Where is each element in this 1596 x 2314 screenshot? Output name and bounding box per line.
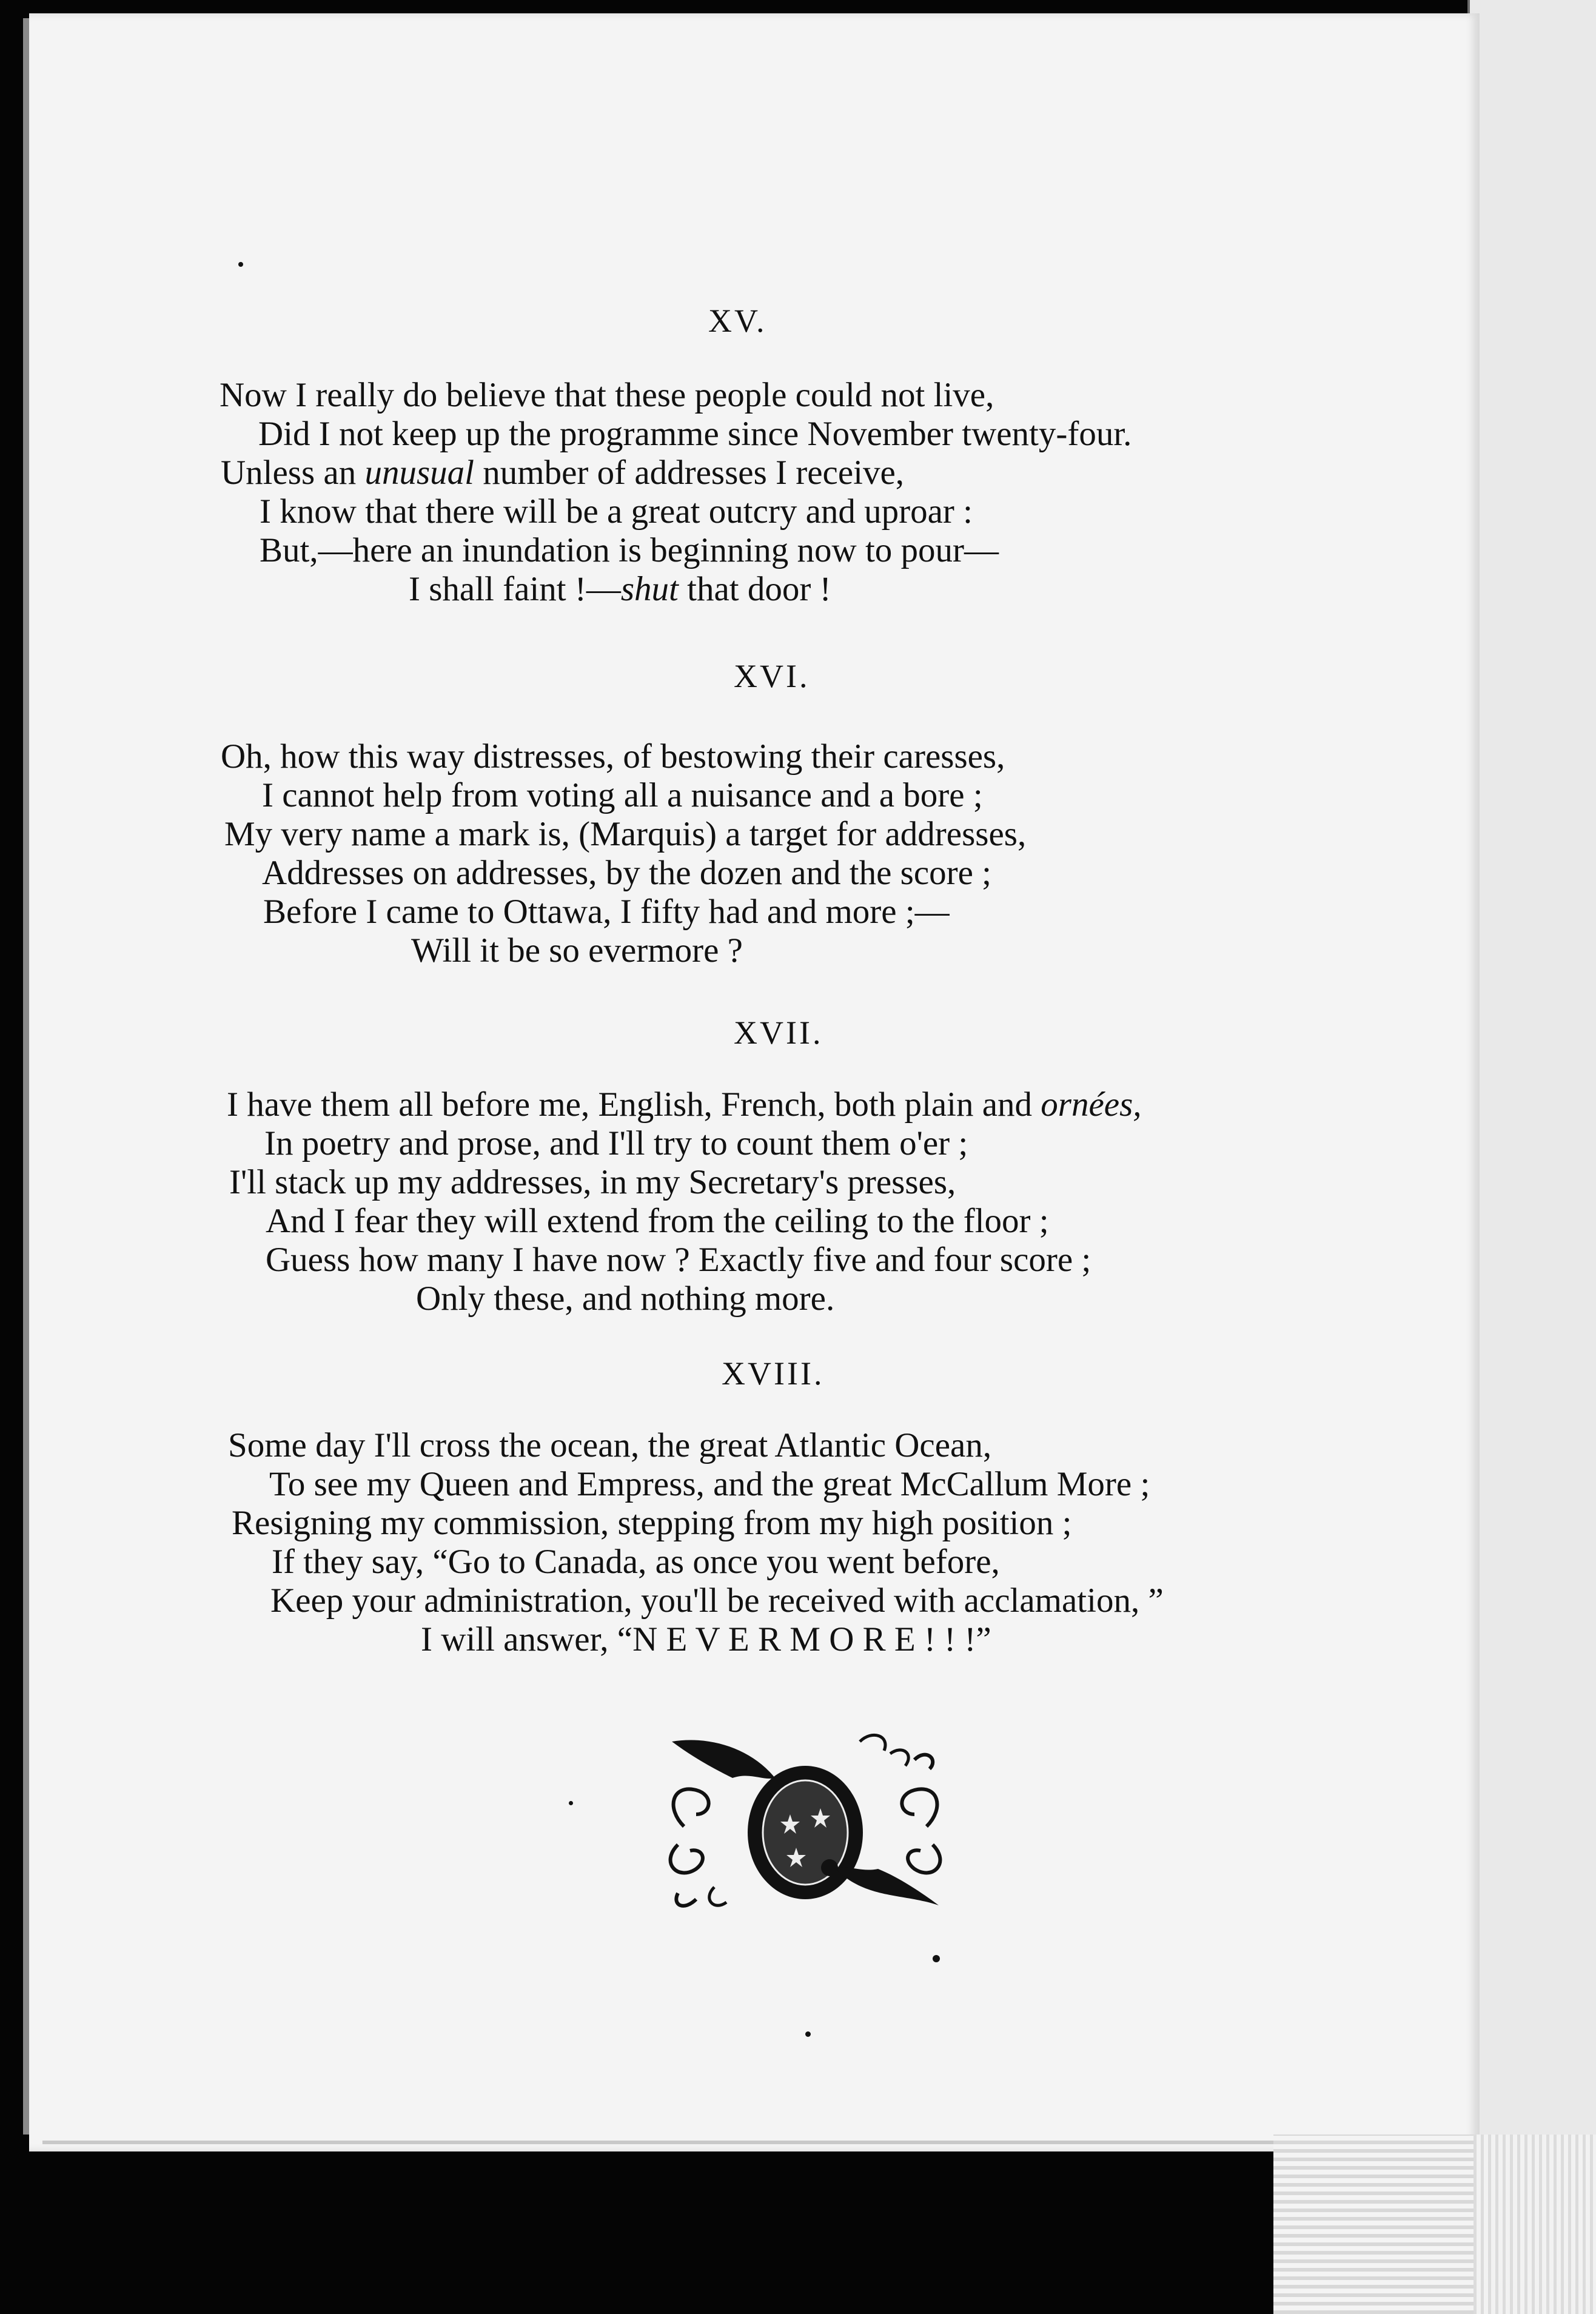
ink-speck — [933, 1955, 940, 1962]
page-edge — [23, 18, 29, 2135]
verse-line: But,—here an inundation is beginning now to pour— — [260, 531, 999, 569]
verse-line: To see my Queen and Empress, and the great McCallum More ; — [269, 1465, 1150, 1503]
verse-text: Unless an — [221, 454, 357, 492]
verse-line — [221, 455, 904, 491]
verse-line: I know that there will be a great outcry and uproar : — [260, 492, 973, 531]
verse-text: number of addresses I receive, — [483, 454, 905, 492]
verse-line: And I fear they will extend from the ceiling to the floor ; — [266, 1202, 1049, 1240]
verse-line — [227, 1087, 1142, 1123]
verse-text: that door ! — [687, 570, 831, 608]
verse-line: In poetry and prose, and I'll try to count them o'er ; — [264, 1124, 968, 1162]
verse-line: Now I really do believe that these people could not live, — [220, 376, 994, 414]
paper-scrap — [1273, 2135, 1474, 2314]
stanza-numeral-xvii: XVII. — [734, 1014, 823, 1051]
verse-italic: ornées, — [1041, 1085, 1142, 1124]
verse-line: Did I not keep up the programme since November twenty-four. — [258, 415, 1132, 453]
verse-line: Before I came to Ottawa, I fifty had and more ;— — [263, 893, 950, 931]
verse-line: Some day I'll cross the ocean, the great Atlantic Ocean, — [228, 1426, 992, 1464]
verse-line: Only these, and nothing more. — [416, 1279, 835, 1318]
ink-speck — [569, 1801, 573, 1805]
verse-line: If they say, “Go to Canada, as once you went before, — [272, 1543, 1000, 1581]
verse-line: I'll stack up my addresses, in my Secretary's presses, — [229, 1163, 956, 1201]
verse-line: Guess how many I have now ? Exactly five and four score ; — [266, 1241, 1091, 1279]
stanza-numeral-xviii: XVIII. — [722, 1355, 825, 1392]
book-page — [29, 13, 1480, 2151]
verse-line: Resigning my commission, stepping from my high position ; — [232, 1504, 1072, 1542]
facing-page — [1467, 0, 1596, 2159]
verse-line: Oh, how this way distresses, of bestowing their caresses, — [221, 737, 1005, 776]
birds-and-crest-ornament-icon — [660, 1723, 951, 1930]
stanza-numeral-xvi: XVI. — [734, 658, 810, 694]
ink-speck — [238, 262, 243, 267]
verse-text: I have them all before me, English, French, both plain and — [227, 1085, 1033, 1124]
verse-line: I will answer, “N E V E R M O R E ! ! !” — [421, 1620, 991, 1658]
verse-line: My very name a mark is, (Marquis) a target for addresses, — [224, 815, 1027, 853]
ink-speck — [805, 2031, 811, 2037]
verse-italic: shut — [620, 570, 679, 608]
verse-line — [409, 571, 831, 608]
verse-line: Addresses on addresses, by the dozen and the score ; — [262, 854, 991, 892]
verse-line: I cannot help from voting all a nuisance and a bore ; — [262, 776, 983, 814]
verse-text: I shall faint !— — [409, 570, 621, 608]
page-bottom-edge — [42, 2141, 1474, 2144]
verse-line: Keep your administration, you'll be received with acclamation, ” — [270, 1581, 1164, 1620]
stanza-numeral-xv: XV. — [708, 303, 767, 339]
paper-scrap — [1474, 2135, 1596, 2314]
verse-italic: unusual — [364, 454, 474, 492]
verse-line: Will it be so evermore ? — [411, 931, 743, 970]
